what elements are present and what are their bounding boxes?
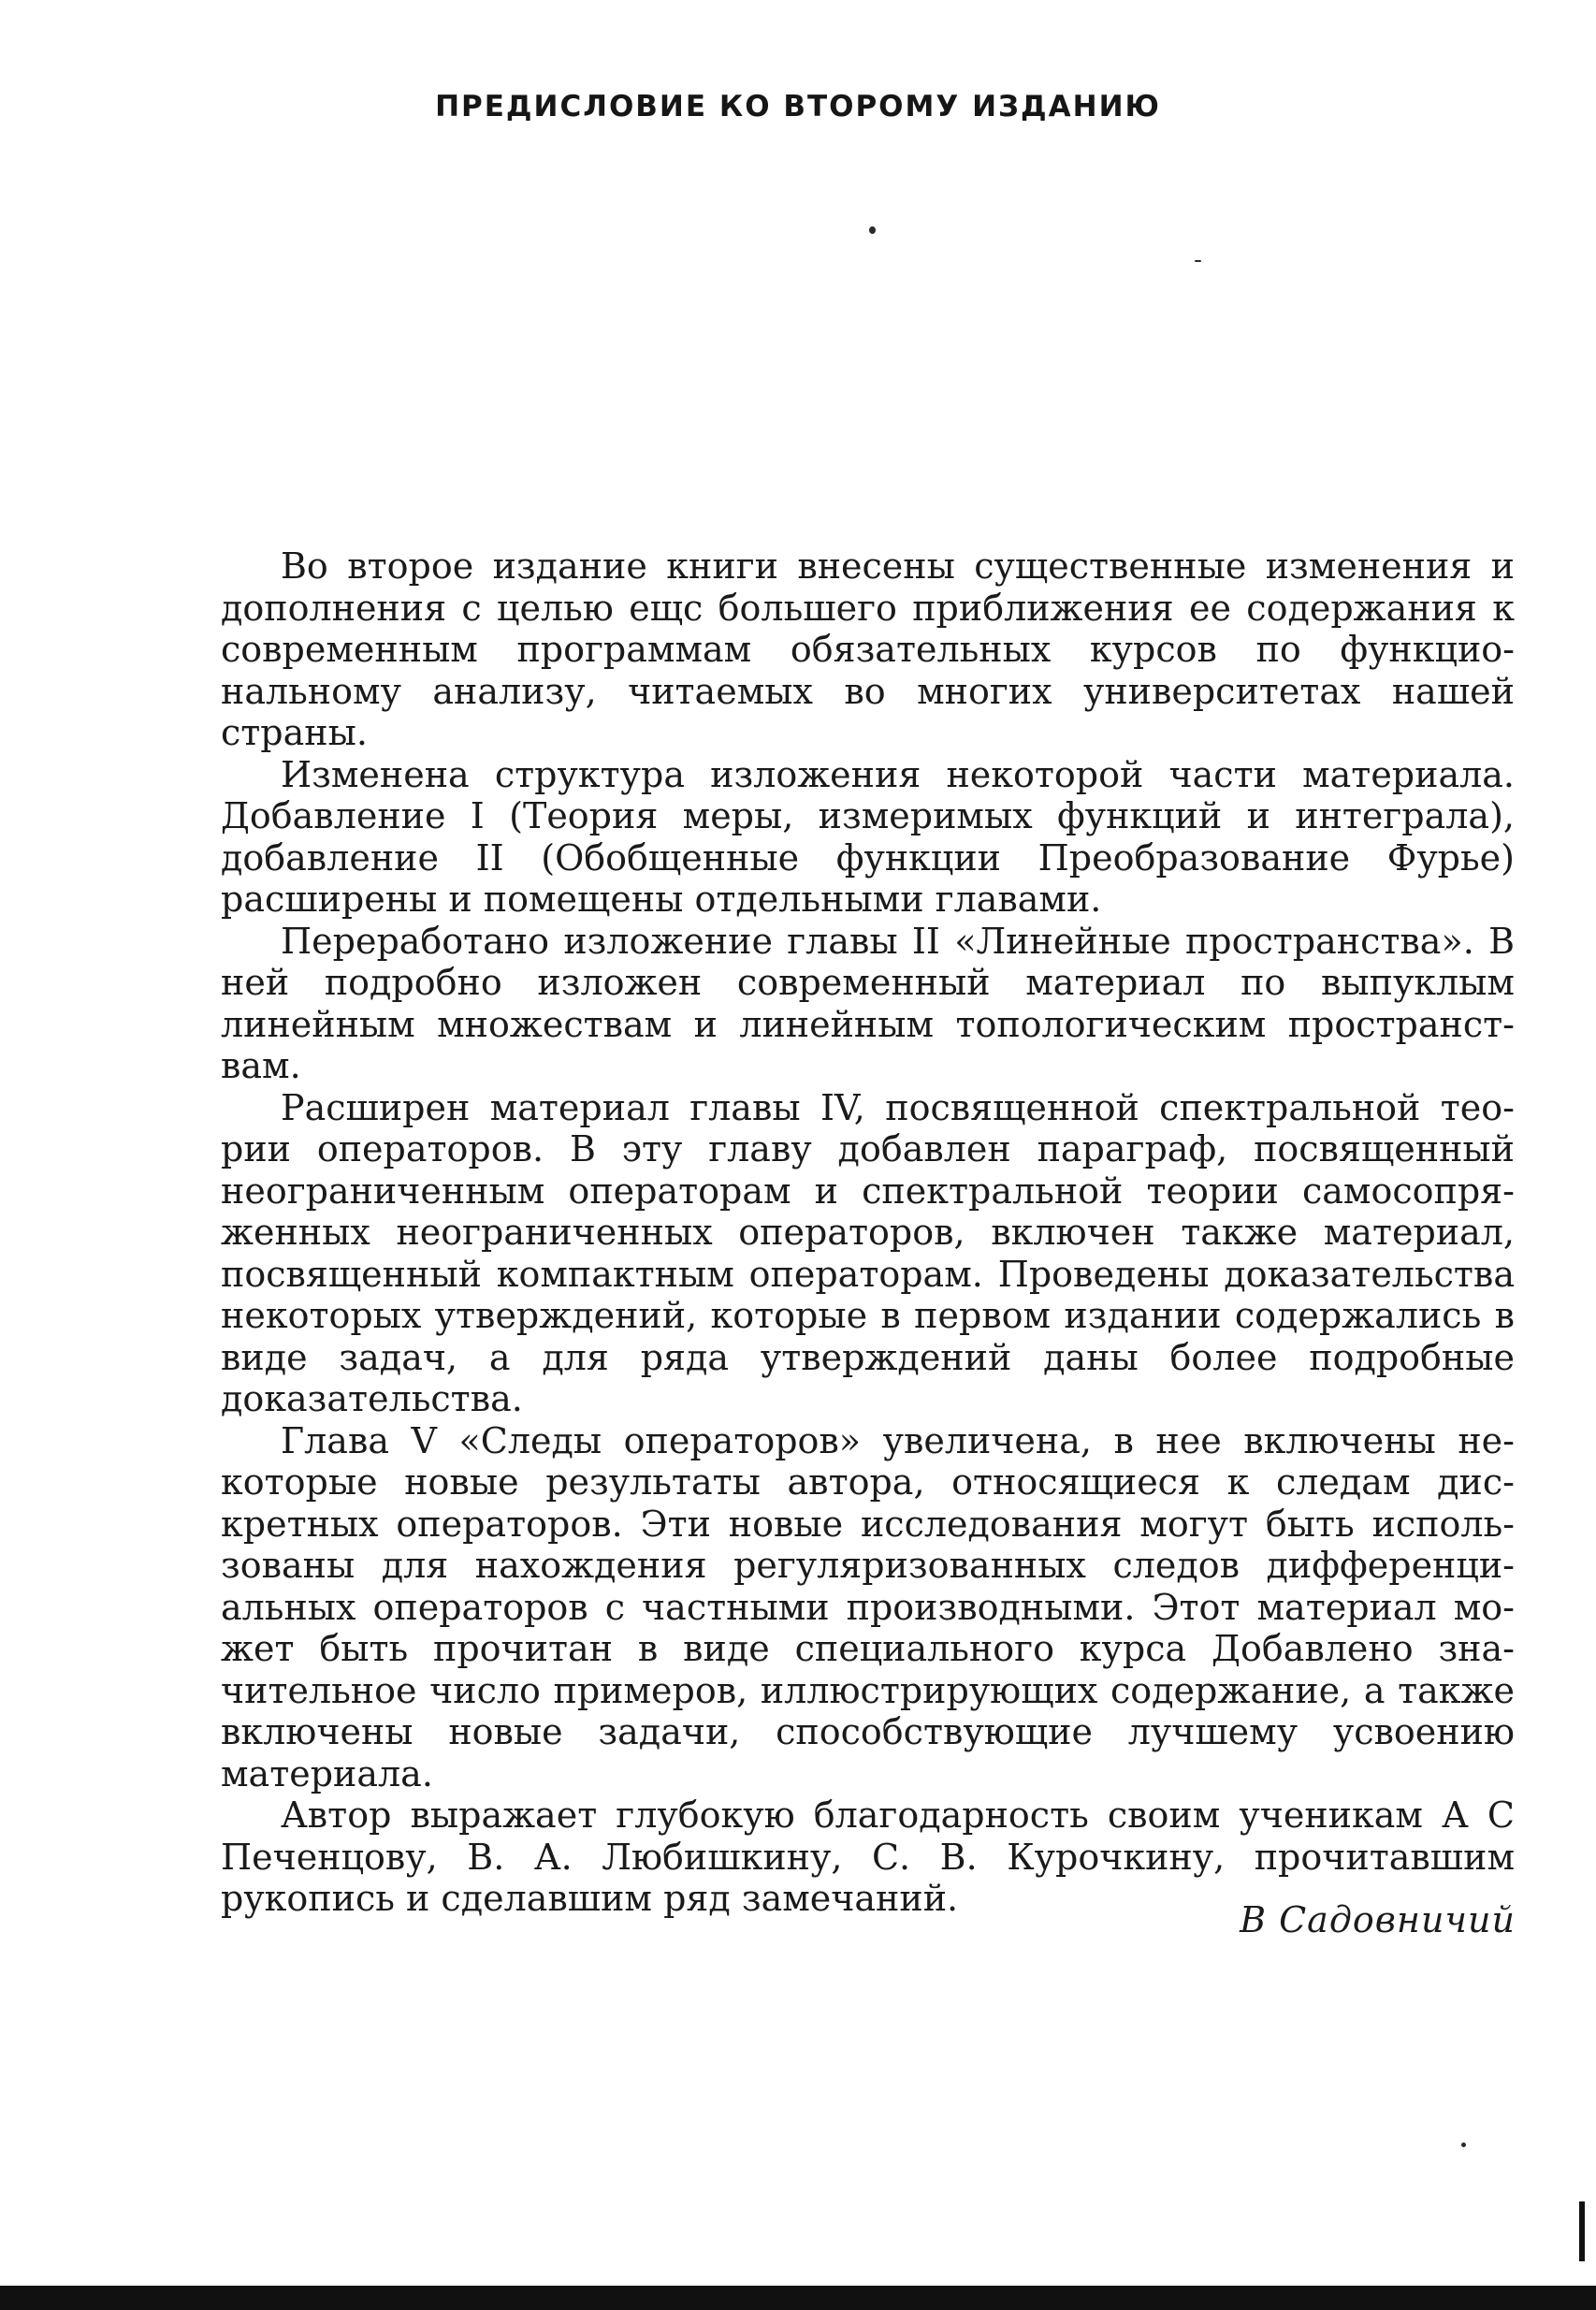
- print-speck: [1195, 260, 1201, 262]
- print-speck: [1461, 2143, 1466, 2147]
- page-edge-mark: [1579, 2201, 1585, 2261]
- page-title: ПРЕДИСЛОВИЕ КО ВТОРОМУ ИЗДАНИЮ: [435, 90, 1161, 123]
- paragraph: Глава V «Следы операторов» увеличена, в нее включены некоторые новые результаты автора, относящиеся к следам дискретных операторов. Эти новые исследования могут быть использованы для нахождения регуляризованных следов дифференциальных операторов с частными производными. Этот материал может быть прочитан в виде специального курса Добавлено значительное число примеров, иллюстрирующих содержание, а также включены новые задачи, способствующие лучшему усвоению материала.: [221, 1419, 1515, 1794]
- paragraph: Переработано изложение главы II «Линейные пространства». В ней подробно изложен современный материал по выпуклым линейным множествам и линейным топологическим пространствам.: [221, 920, 1515, 1086]
- paragraph: Изменена структура изложения некоторой части материала. Добавление I (Теория меры, измеримых функций и интеграла), добавление II (Обобщенные функции Преобразование Фурье) расширены и помещены отдельными главами.: [221, 753, 1515, 920]
- author-signature: В Садовничий: [1240, 1899, 1516, 1940]
- paragraph: Автор выражает глубокую благодарность своим ученикам А С Печенцову, В. А. Любишкину, С. В. Курочкину, прочитавшим рукопись и сделавшим ряд замечаний.: [221, 1794, 1515, 1919]
- print-speck: [869, 226, 876, 234]
- paragraph: Расширен материал главы IV, посвященной спектральной теории операторов. В эту главу добавлен параграф, посвященный неограниченным операторам и спектральной теории самосопряженных неограниченных операторов, включен также материал, посвященный компактным операторам. Проведены доказательства некоторых утверждений, которые в первом издании содержались в виде задач, а для ряда утверждений даны более подробные доказательства.: [221, 1086, 1515, 1419]
- preface-body: [221, 545, 1515, 1920]
- page-bottom-edge: [0, 2286, 1596, 2310]
- paragraph: Во второе издание книги внесены существенные изменения и дополнения с целью ещс большего приближения ее содержания к современным программам обязательных курсов по функциональному анализу, читаемых во многих университетах нашей страны.: [221, 545, 1515, 753]
